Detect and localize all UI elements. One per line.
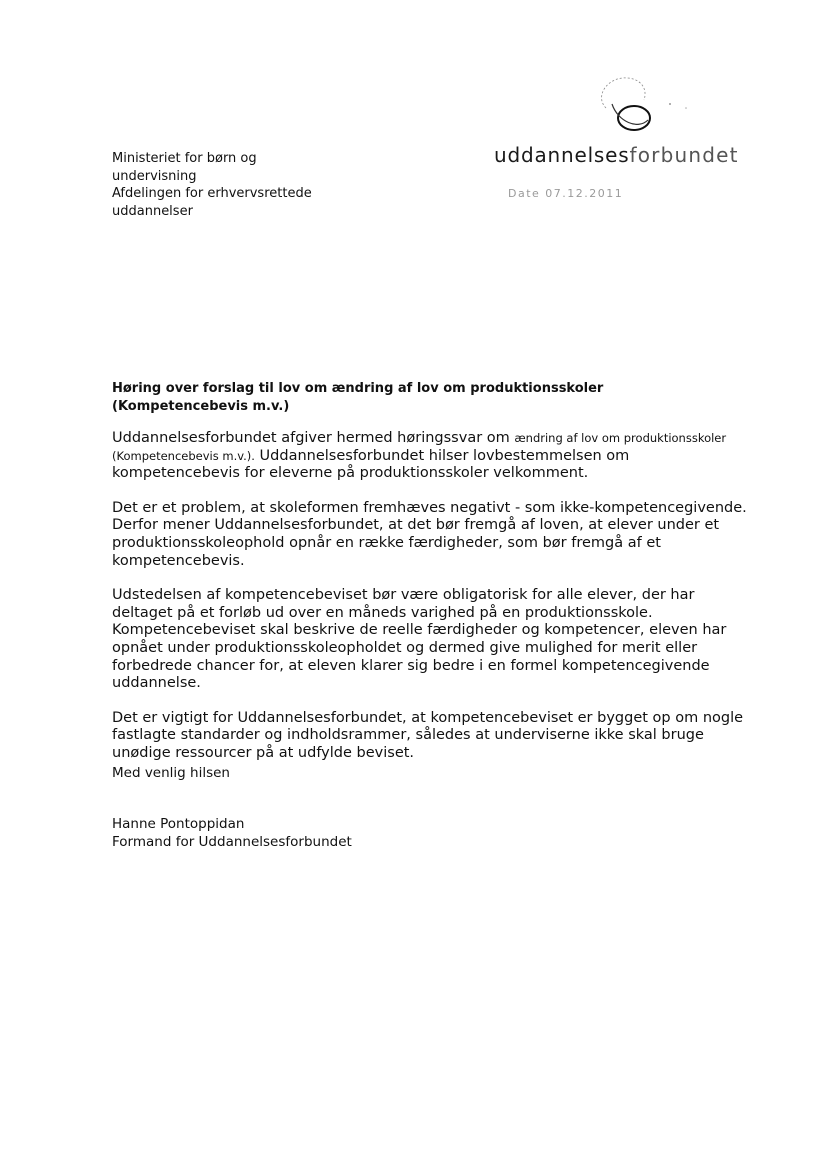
organization-logo-text bbox=[494, 143, 739, 167]
recipient-line: Ministeriet for børn og bbox=[112, 151, 257, 166]
signature-block bbox=[112, 816, 352, 851]
signatory-name: Hanne Pontoppidan bbox=[112, 816, 245, 832]
letter-subject: Høring over forslag til lov om ændring af lov om produktionsskoler (Kompetencebevis m.v.) bbox=[112, 381, 604, 414]
body-paragraph-1-end: Uddannelsesforbundet hilser lovbestemmelsen om kompetencebevis for eleverne på produktionsskoler velkomment. bbox=[112, 447, 630, 482]
recipient-line: Afdelingen for erhvervsrettede bbox=[112, 186, 312, 201]
body-paragraph-2: Det er et problem, at skoleformen fremhæves negativt - som ikke-kompetencegivende. Derfor mener Uddannelsesforbundet, at det bør fremgå af loven, at elever under et produktionsskoleophold opnår en række færdigheder, som bør fremgå af et kompetencebevis. bbox=[112, 499, 747, 569]
body-paragraph-3: Udstedelsen af kompetencebeviset bør være obligatorisk for alle elever, der har deltaget på et forløb ud over en måneds varighed på en produktionsskole. Kompetencebeviset skal beskrive de reelle færdigheder og kompetencer, eleven har opnået under produktionsskoleopholdet og dermed give mulighed for merit eller forbedrede chancer for, at eleven klarer sig bedre i en formel kompetencegivende uddannelse. bbox=[112, 587, 727, 692]
body-paragraph-4: Det er vigtigt for Uddannelsesforbundet, at kompetencebeviset er bygget op om nogle fastlagte standarder og indholdsrammer, således at underviserne ikke skal bruge unødige ressourcer på at udfylde beviset. bbox=[112, 709, 744, 761]
recipient-address bbox=[112, 150, 312, 220]
closing-salutation: Med venlig hilsen bbox=[112, 765, 230, 781]
body-paragraph-1-start: Uddannelsesforbundet afgiver hermed høringssvar om bbox=[112, 430, 515, 446]
body-paragraph-1-small: ændring af lov om produktionsskoler (Kompetencebevis m.v.). bbox=[112, 431, 727, 463]
logo-text-light: forbundet bbox=[629, 143, 739, 167]
letter-body bbox=[112, 430, 752, 780]
signatory-title: Formand for Uddannelsesforbundet bbox=[112, 833, 352, 850]
body-paragraph-1 bbox=[112, 430, 752, 483]
recipient-line: undervisning bbox=[112, 168, 197, 184]
recipient-line: uddannelser bbox=[112, 203, 193, 219]
date-stamp: Date 07.12.2011 bbox=[508, 187, 624, 200]
uddannelsesforbundet-logo-icon bbox=[588, 70, 698, 142]
logo-text-bold: uddannelses bbox=[494, 143, 630, 167]
